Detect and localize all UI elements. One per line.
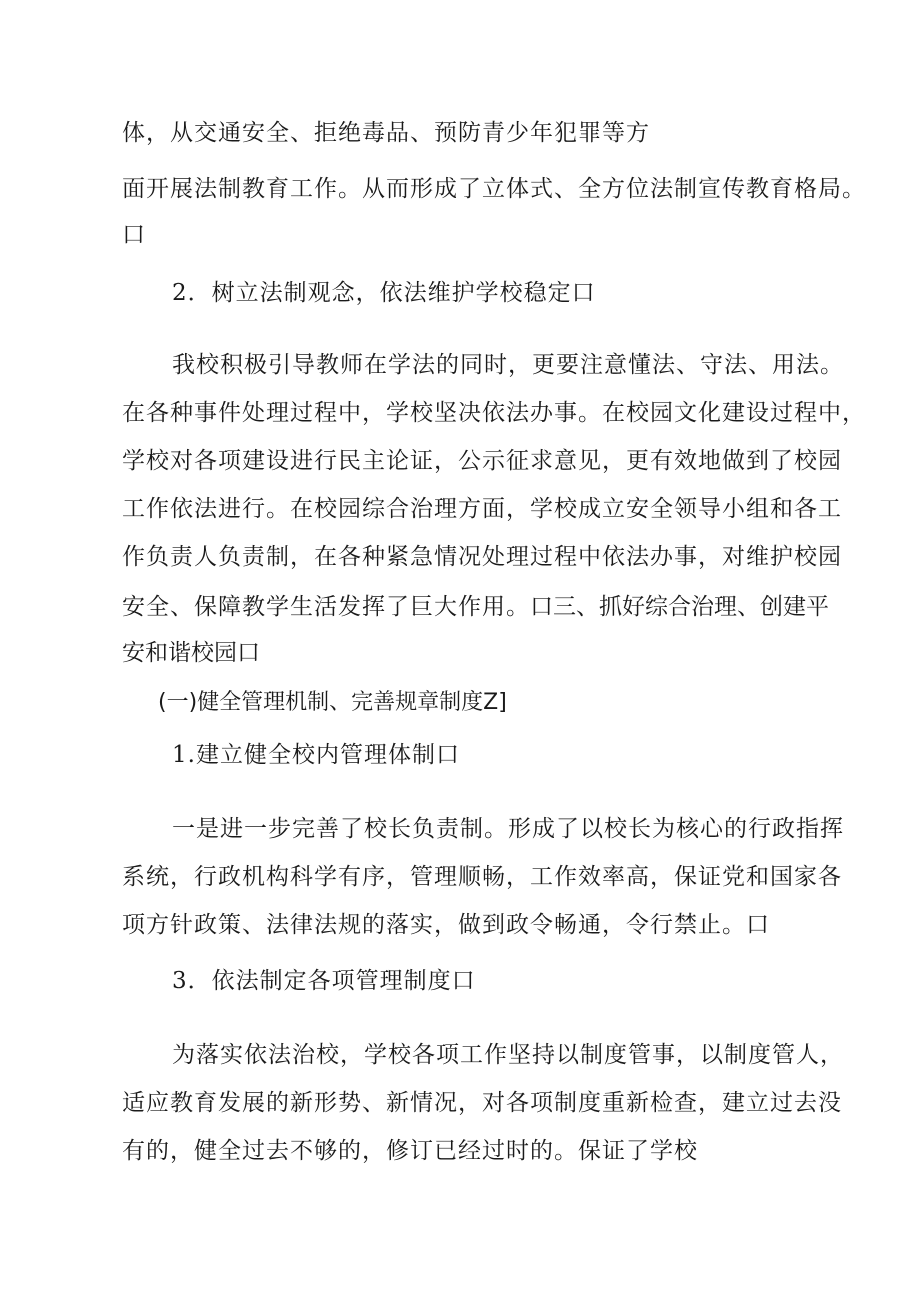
section-heading: 1.建立健全校内管理体制口 [172, 742, 460, 768]
paragraph-line: 口 [122, 222, 146, 248]
paragraph-line: 在各种事件处理过程中，学校坚决依法办事。在校园文化建设过程中， [122, 400, 866, 426]
paragraph-line: 面开展法制教育工作。从而形成了立体式、全方位法制宣传教育格局。 [122, 176, 866, 202]
paragraph-line: 适应教育发展的新形势、新情况，对各项制度重新检查，建立过去没 [122, 1090, 842, 1116]
paragraph-line: 工作依法进行。在校园综合治理方面，学校成立安全领导小组和各工 [122, 496, 842, 522]
paragraph-line: 体，从交通安全、拒绝毒品、预防青少年犯罪等方 [122, 120, 650, 146]
paragraph-line: 我校积极引导教师在学法的同时，更要注意懂法、守法、用法。 [172, 352, 844, 378]
section-heading: 3．依法制定各项管理制度口 [172, 968, 476, 994]
paragraph-line: 有的，健全过去不够的，修订已经过时的。保证了学校 [122, 1138, 698, 1164]
paragraph-text: 安全、保障教学生活发挥了巨大作用。 [122, 594, 530, 620]
chapter-heading: 口三、抓好综合治理、创建平 [530, 594, 829, 620]
paragraph-line-mixed [122, 592, 829, 622]
paragraph-line: 系统，行政机构科学有序，管理顺畅，工作效率高，保证党和国家各 [122, 864, 842, 890]
chapter-heading-continued: 安和谐校园口 [122, 640, 260, 666]
paragraph-line: 为落实依法治校，学校各项工作坚持以制度管事，以制度管人， [172, 1042, 844, 1068]
paragraph-line: 一是进一步完善了校长负责制。形成了以校长为核心的行政指挥 [172, 816, 844, 842]
paragraph-line: 学校对各项建设进行民主论证，公示征求意见，更有效地做到了校园 [122, 448, 842, 474]
paragraph-line: 项方针政策、法律法规的落实，做到政令畅通，令行禁止。口 [122, 912, 770, 938]
subsection-heading: (一)健全管理机制、完善规章制度Z] [158, 690, 507, 715]
section-heading: 2．树立法制观念，依法维护学校稳定口 [172, 280, 596, 306]
paragraph-line: 作负责人负责制，在各种紧急情况处理过程中依法办事，对维护校园 [122, 544, 842, 570]
